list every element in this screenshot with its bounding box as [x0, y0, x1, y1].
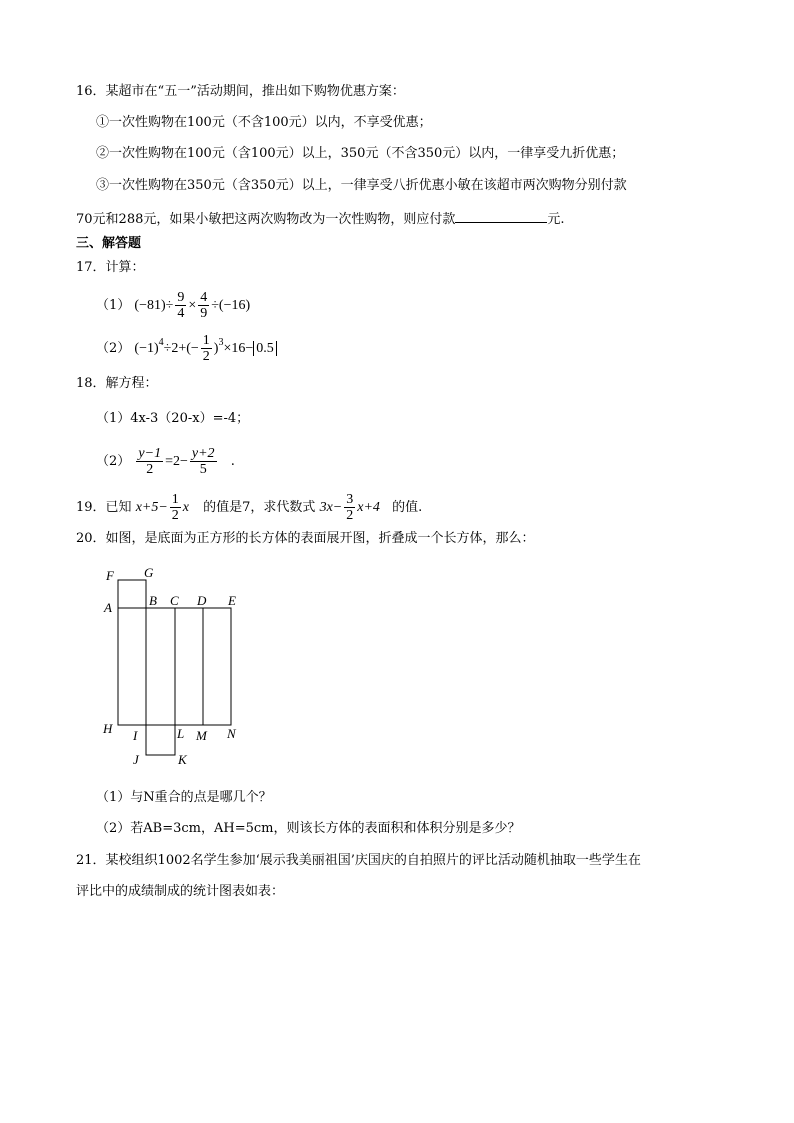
expr-term: (−1) [134, 341, 159, 356]
q20-part-1: （1）与N重合的点是哪几个？ [96, 790, 272, 805]
q17-part-2-label: （2） [96, 341, 131, 356]
q19-suffix: 的值. [392, 500, 423, 515]
label-a: A [104, 600, 112, 615]
absolute-value: 0.5 [253, 341, 277, 356]
fraction: $\frac{3}{2}$ [346, 492, 354, 523]
fraction: $\frac{y-1}{2}$ [138, 446, 162, 477]
expr-term: ×16− [223, 341, 254, 356]
expr-term: x [182, 500, 190, 515]
label-m: M [196, 728, 207, 743]
net-top-flap [118, 580, 146, 608]
q16-intro: 16．某超市在“五一”活动期间，推出如下购物优惠方案： [76, 84, 405, 99]
fraction: $\frac{4}{9}$ [200, 290, 208, 321]
q19-middle: 的值是7，求代数式 [203, 500, 316, 515]
label-f: F [106, 568, 114, 583]
q17-title: 17．计算： [76, 260, 145, 275]
label-b: B [149, 593, 157, 608]
q16-rule-3: ③一次性购物在350元（含350元）以上，一律享受八折优惠小敏在该超市两次购物分别付款 [96, 178, 627, 193]
expr-term: (−81)÷ [134, 298, 174, 313]
expr-term: 3x− [319, 500, 343, 515]
q18-title: 18．解方程： [76, 376, 158, 391]
net-bottom-flap [146, 725, 175, 755]
label-l: L [177, 726, 185, 741]
q21-line-1: 21．某校组织1002名学生参加‘展示我美丽祖国’庆国庆的自拍照片的评比活动随机抽取一些学生在 [76, 853, 641, 868]
q21-line-2: 评比中的成绩制成的统计图表如表： [76, 884, 285, 899]
fraction: $\frac{y+2}{5}$ [191, 446, 215, 477]
label-n: N [227, 726, 236, 741]
expr-term: × [188, 298, 197, 313]
q16-text-after-blank: 元. [547, 212, 565, 227]
expr-term: ÷2+(− [163, 341, 199, 356]
expr-term: ÷(−16) [211, 298, 251, 313]
label-g: G [144, 565, 154, 580]
fraction: $\frac{1}{2}$ [171, 492, 179, 523]
q16-rule-2: ②一次性购物在100元（含100元）以上，350元（不含350元）以内，一律享受九折优惠； [96, 146, 625, 161]
q20-intro: 20．如图，是底面为正方形的长方体的表面展开图，折叠成一个长方体，那么： [76, 531, 535, 546]
q16-rule-1: ①一次性购物在100元（不含100元）以内，不享受优惠； [96, 115, 432, 130]
label-c: C [170, 593, 179, 608]
expr-term: x+5− [135, 500, 168, 515]
q18-part-2-label: （2） [96, 454, 131, 469]
label-d: D [197, 593, 207, 608]
label-h: H [103, 721, 113, 736]
q17-part-1-label: （1） [96, 298, 131, 313]
expr-term: ) [213, 341, 219, 356]
label-k: K [178, 752, 187, 767]
q16-text-before-blank: 70元和288元，如果小敏把这两次购物改为一次性购物，则应付款 [76, 212, 456, 227]
exponent: 3 [218, 337, 224, 348]
expr-term: =2− [165, 454, 188, 469]
fraction: $\frac{9}{4}$ [177, 290, 185, 321]
label-i: I [133, 728, 138, 743]
expr-term: x+4 [357, 500, 380, 515]
label-j: J [133, 752, 139, 767]
q18-part-1: （1）4x-3（20-x）=-4； [96, 411, 250, 426]
period: . [230, 454, 235, 469]
section-heading: 三、解答题 [76, 236, 142, 251]
fraction: $\frac{1}{2}$ [202, 333, 210, 364]
q20-part-2: （2）若AB=3cm，AH=5cm，则该长方体的表面积和体积分别是多少？ [96, 821, 521, 836]
exponent: 4 [158, 337, 164, 348]
label-e: E [228, 593, 236, 608]
q19-prefix: 19．已知 [76, 500, 132, 515]
